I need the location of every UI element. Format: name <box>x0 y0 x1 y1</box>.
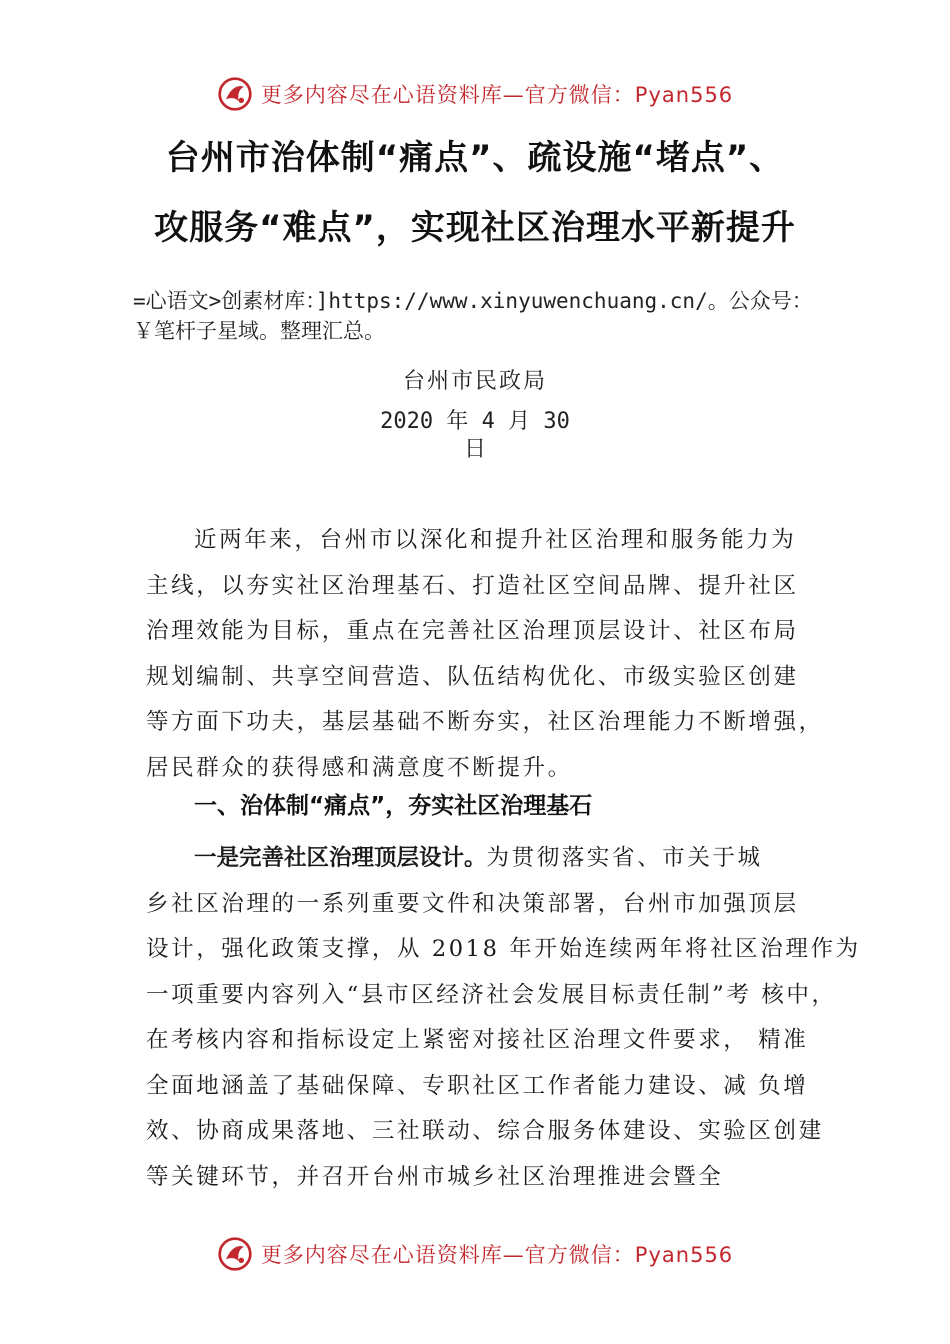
author: 台州市民政局 <box>402 369 547 394</box>
paragraph-line: 等关键环节，并召开台州市城乡社区治理推进会暨全 <box>146 1163 724 1190</box>
paragraph-line: 居民群众的获得感和满意度不断提升。 <box>146 754 573 781</box>
brand-logo-icon <box>217 76 253 112</box>
paragraph-line: 设计，强化政策支撑，从 2018 年开始连续两年将社区治理作为 <box>146 936 861 962</box>
paragraph-line: 效、协商成果落地、三社联动、综合服务体建设、实验区创建 <box>146 1118 824 1144</box>
watermark-footer <box>0 1234 950 1274</box>
paragraph-line <box>146 836 846 882</box>
watermark-text: 更多内容尽在心语资料库—官方微信：Pyan556 <box>260 1243 734 1267</box>
document-title-line-2: 攻服务“难点”，实现社区治理水平新提升 <box>154 208 796 248</box>
body-paragraph-1 <box>146 518 846 791</box>
section-heading: 一、治体制“痛点”，夯实社区治理基石 <box>194 793 593 819</box>
paragraph-line: 全面地涵盖了基础保障、专职社区工作者能力建设、减 负增 <box>146 1072 809 1099</box>
brand-logo-icon <box>217 1236 253 1272</box>
paragraph-line: 等方面下功夫，基层基础不断夯实，社区治理能力不断增强， <box>146 709 824 735</box>
paragraph-line: 在考核内容和指标设定上紧密对接社区治理文件要求， 精准 <box>146 1027 809 1053</box>
date-line-2: 日 <box>463 437 486 462</box>
paragraph-line: 乡社区治理的一系列重要文件和决策部署，台州市加强顶层 <box>146 890 799 917</box>
document-title-line-1: 台州市治体制“痛点”、疏设施“堵点”、 <box>165 138 785 178</box>
paragraph-line: 治理效能为目标，重点在完善社区治理顶层设计、社区布局 <box>146 618 799 644</box>
publish-date <box>0 408 950 464</box>
watermark-text: 更多内容尽在心语资料库—官方微信：Pyan556 <box>260 83 734 107</box>
date-line-1: 2020 年 4 月 30 <box>380 409 570 434</box>
paragraph-lead: 一是完善社区治理顶层设计。 <box>194 845 487 871</box>
paragraph-line: 一项重要内容列入“县市区经济社会发展目标责任制”考 核中， <box>146 981 837 1008</box>
body-paragraph-2 <box>146 836 861 1200</box>
paragraph-line: 近两年来，台州市以深化和提升社区治理和服务能力为 <box>194 527 797 553</box>
paragraph-line: 主线，以夯实社区治理基石、打造社区空间品牌、提升社区 <box>146 572 799 599</box>
paragraph-line: 规划编制、共享空间营造、队伍结构优化、市级实验区创建 <box>146 663 799 690</box>
watermark-header <box>0 74 950 114</box>
source-note: =心语文>创素材库：]https://www.xinyuwenchuang.cn/。公众号：￥笔杆子星域。整理汇总。 <box>133 289 813 343</box>
paragraph-line-rest: 为贯彻落实省、市关于城 <box>486 845 763 871</box>
